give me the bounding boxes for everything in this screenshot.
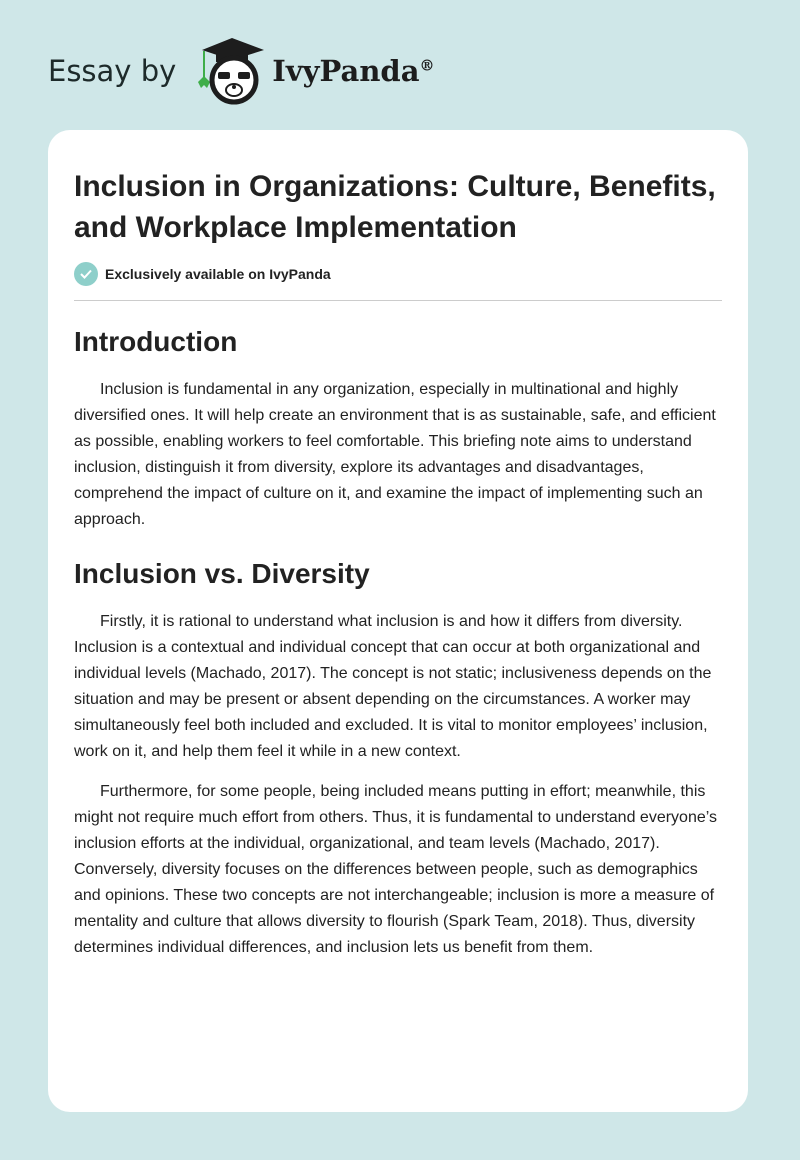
check-icon xyxy=(74,262,98,286)
exclusive-badge xyxy=(74,262,722,286)
brand-name: IvyPanda® xyxy=(272,54,435,88)
essay-title: Inclusion in Organizations: Culture, Benefits, and Workplace Implementation xyxy=(74,170,716,244)
essay-card xyxy=(48,130,748,1112)
exclusive-label: Exclusively available on IvyPanda xyxy=(105,266,331,282)
paragraph: Furthermore, for some people, being included means putting in effort; meanwhile, this might not require much effort from others. Thus, it is fundamental to understand everyone’s inclusion efforts at the individual, organizational, and team levels (Machado, 2017). Conversely, diversity focuses on the differences between people, such as demographics and opinions. These two concepts are not interchangeable; inclusion is more a measure of mentality and culture that allows diversity to flourish (Spark Team, 2018). Thus, diversity determines individual differences, and inclusion lets us benefit from them. xyxy=(74,783,718,956)
section-heading: Introduction xyxy=(74,326,238,357)
paragraph: Inclusion is fundamental in any organization, especially in multinational and highly diversified ones. It will help create an environment that is as sustainable, safe, and efficient as possible, enabling workers to feel comfortable. This briefing note aims to understand inclusion, distinguish it from diversity, explore its advantages and disadvantages, comprehend the impact of culture on it, and examine the impact of implementing such an approach. xyxy=(74,381,716,528)
divider xyxy=(74,300,722,301)
site-header xyxy=(48,36,435,106)
section-heading: Inclusion vs. Diversity xyxy=(74,558,370,589)
ivypanda-logo-icon[interactable] xyxy=(198,36,266,106)
paragraph: Firstly, it is rational to understand what inclusion is and how it differs from diversity. Inclusion is a contextual and individual concept that can occur at both organizational and individual levels (Machado, 2017). The concept is not static; inclusiveness depends on the situation and may be present or absent depending on the circumstances. A worker may simultaneously feel both included and excluded. It is vital to monitor employees’ inclusion, work on it, and help them feel it while in a new context. xyxy=(74,613,712,760)
essay-by-label: Essay by xyxy=(48,54,177,88)
